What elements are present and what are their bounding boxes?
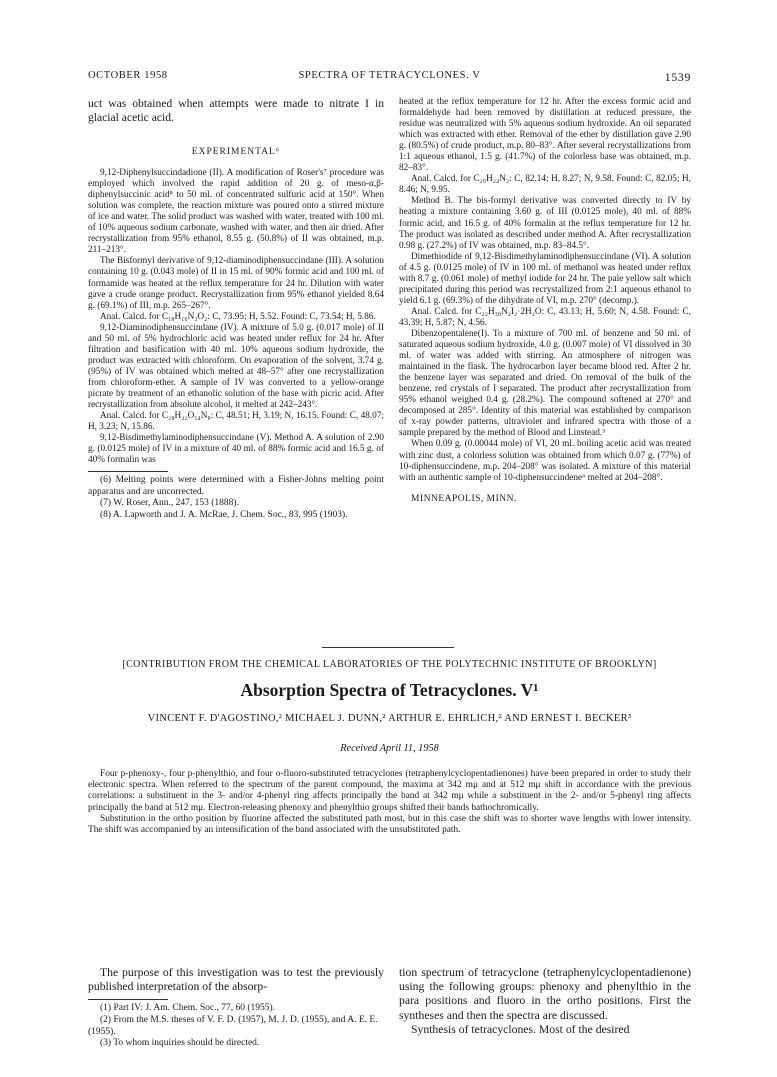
paragraph-reflux: heated at the reflux temperature for 12 hr. After the excess formic acid and formaldehyde had been removed by distillation at reduced pressure, the residue was neutralized with 5% aqueous sodium hydroxide. An oil separated which was extracted with ether. Removal of the ether by distillation gave 2.90 g. (80.5%) of crude product, m.p. 80–83°. After several recrystallizations from 1:1 aqueous ethanol, 1.5 g. (41.7%) of the colorless base was obtained, m.p. 82–83°. xyxy=(399,97,691,174)
intro-text: The purpose of this investigation was to test the previously published interpretation of the absorp- xyxy=(88,966,384,994)
synthesis-heading-text: Synthesis of tetracyclones. Most of the desired xyxy=(411,1022,630,1036)
article-footnote-rule xyxy=(88,999,168,1000)
article-footnote-2: (2) From the M.S. theses of V. F. D. (1957), M. J. D. (1955), and A. E. E. (1955). xyxy=(88,1015,378,1037)
paragraph-anal-vi: Anal. Calcd. for C₂₂H₃₀N₂I₂·2H₂O: C, 43.13; H, 5.60; N, 4.58. Found: C, 43.39; H, 5.87; N, 4.56. xyxy=(399,306,691,328)
article-footnote-1: (1) Part IV: J. Am. Chem. Soc., 77, 60 (1955). xyxy=(100,1003,276,1014)
received-date: Received April 11, 1958 xyxy=(340,743,439,754)
abstract xyxy=(88,769,691,836)
article-title: Absorption Spectra of Tetracyclones. V¹ xyxy=(240,680,539,700)
abstract-paragraph-2: Substitution in the ortho position by fluorine affected the substituted path most, but in this case the shift was to shorter wave lengths with lower intensity. The shift was accompanied by an intensification of the band associated with the unsubstituted path. xyxy=(88,813,691,836)
article-right-column xyxy=(399,966,691,1037)
footnote-8: (8) A. Lapworth and J. A. McRae, J. Chem. Soc., 83, 995 (1903). xyxy=(100,509,348,520)
running-head xyxy=(88,70,691,84)
left-column xyxy=(88,97,384,521)
paragraph-zinc-dust: When 0.09 g. (0.00044 mole) of VI, 20 ml. boiling acetic acid was treated with zinc dust, a colorless solution was obtained from which 0.07 g. (77%) of 10-diphensuccindene, m.p. 204–208° was isolated. A mixture of this material with an authentic sample of 10-diphensuccindene⁶ melted at 204–208°. xyxy=(399,439,691,483)
page-number: 1539 xyxy=(664,70,691,84)
running-head-date: OCTOBER 1958 xyxy=(88,70,168,81)
footnote-6: (6) Melting points were determined with a Fisher-Johns melting point apparatus and are uncorrected. xyxy=(88,475,384,497)
right-column xyxy=(399,97,691,505)
footnote-rule xyxy=(88,471,168,472)
article-footnote-3: (3) To whom inquiries should be directed. xyxy=(100,1038,260,1049)
running-head-title: SPECTRA OF TETRACYCLONES. V xyxy=(298,70,481,81)
section-heading: EXPERIMENTAL⁶ xyxy=(191,147,281,157)
paragraph-anal-iii: Anal. Calcd. for C₁₈H₁₆N₂O₂: C, 73.95; H, 5.52. Found: C, 73.54; H, 5.86. xyxy=(100,311,376,322)
paragraph-anal-v: Anal. Calcd. for C₂₀H₂₄N₂: C, 82.14; H, 8.27; N, 9.58. Found: C, 82.05; H, 8.46; N, 9.95. xyxy=(399,174,691,196)
article-divider xyxy=(322,647,454,648)
abstract-paragraph-1: Four p-phenoxy-, four p-phenylthio, and four o-fluoro-substituted tetracyclones (tetraphenylcyclopentadienones) have been prepared in order to study their electronic spectra. When referred to the spectrum of the parent compound, the maxima at 342 mμ and at 512 mμ shift in accordance with the previous correlations: a substituent in the 3- and/or 4-phenyl ring affects principally the band at 342 mμ while a substituent in the 2- and/or 5-phenyl ring affects principally the band at 512 mμ. Electron-releasing phenoxy and phenylthio groups shifted their bands bathochromically. xyxy=(88,769,691,813)
article-footnotes xyxy=(88,1003,384,1049)
paragraph-bisformyl: The Bisformyl derivative of 9,12-diaminodiphensuccindane (III). A solution containing 10 g. (0.043 mole) of II in 15 ml. of 90% formic acid and 100 ml. of formamide was heated at the reflux temperature for 24 hr. Dilution with water gave a crude orange product. Recrystallization from 95% ethanol yielded 8.64 g. (69.1%) of III, m.p. 265–267°. xyxy=(88,256,384,311)
paragraph-dibenzopentalene: Dibenzopentalene(I). To a mixture of 700 ml. of benzene and 50 ml. of saturated aqueous sodium hydroxide, 4.0 g. (0.007 mole) of VI dissolved in 30 ml. of water was added with stirring. An atmosphere of nitrogen was maintained in the flask. The hydrocarbon layer became blood red. After 2 hr. the benzene layer was separated and dried. On removal of the bulk of the benzene, red crystals of I separated. The product after recrystallization from 95% ethanol weighed 0.4 g. (28.2%). The compound softened at 270° and decomposed at 285°. Identity of this material was established by comparison of x-ray powder patterns, ultraviolet and infrared spectra with those of a sample prepared by the method of Blood and Linstead.³ xyxy=(399,328,691,439)
paragraph-diphenylsuccindadione: 9,12-Diphenylsuccindadione (II). A modification of Roser's⁷ procedure was employed which involved the rapid addition of 20 g. of meso-α,β-diphenylsuccinic acid⁸ to 50 ml. of concentrated sulfuric acid at 150°. When solution was complete, the reaction mixture was poured onto a stirred mixture of ice and water. The solid product was washed with water, treated with 100 ml. of 10% aqueous sodium carbonate, washed with water, and then air dried. After recrystallization from 95% ethanol, 8.55 g. (50.8%) of II was obtained, m.p. 211–213°. xyxy=(88,168,384,256)
footnotes-left xyxy=(88,475,384,521)
paragraph-anal-picrate: Anal. Calcd. for C₂₈H₂₂O₁₄N₈: C, 48.51; H, 3.19; N, 16.15. Found: C, 48.07; H, 3.23; N, 15.86. xyxy=(88,411,384,433)
place-line: MINNEAPOLIS, MINN. xyxy=(411,493,517,504)
continuation-text: uct was obtained when attempts were made to nitrate I in glacial acetic acid. xyxy=(88,97,384,124)
paragraph-bisdimethylamino: 9,12-Bisdimethylaminodiphensuccindane (V). Method A. A solution of 2.90 g. (0.0125 mole) of IV in a mixture of 40 ml. of 88% formic acid and 16.5 g. of 40% formalin was xyxy=(88,433,384,466)
contribution-line: [CONTRIBUTION FROM THE CHEMICAL LABORATORIES OF THE POLYTECHNIC INSTITUTE OF BROOKLYN] xyxy=(122,659,657,670)
author-list: VINCENT F. D'AGOSTINO,² MICHAEL J. DUNN,² ARTHUR E. EHRLICH,² AND ERNEST I. BECKER³ xyxy=(147,713,632,724)
paragraph-diamino: 9,12-Diaminodiphensuccindane (IV). A mixture of 5.0 g. (0.017 mole) of II and 50 ml. of 5% hydrochloric acid was heated under reflux for 24 hr. After filtration and basification with 40 ml. 10% aqueous sodium hydroxide, the product was extracted with chloroform. On evaporation of the solvent, 3.74 g. (95%) of IV was obtained which melted at 48–57° after one recrystallization from chloroform-ether. A sample of IV was converted to a yellow-orange picrate by treatment of an ethanolic solution of the base with picric acid. After recrystallization from absolute alcohol, it melted at 242–243°. xyxy=(88,322,384,411)
paragraph-dimethiodide: Dimethiodide of 9,12-Bisdimethylaminodiphensuccindane (VI). A solution of 4.5 g. (0.0125 mole) of IV in 100 ml. of methanol was heated under reflux with 8.7 g. (0.061 mole) of methyl iodide for 24 hr. The pale yellow salt which precipitated during this period was recrystallized from 2:1 aqueous ethanol to yield 6.1 g. (69.3%) of the dihydrate of VI, m.p. 270° (decomp.). xyxy=(399,251,691,306)
intro-continuation: tion spectrum of tetracyclone (tetraphenylcyclopentadienone) using the following groups: phenoxy and phenylthio in the para positions and fluoro in the ortho positions. First the syntheses and then the spectra are discussed. xyxy=(399,966,691,1022)
paragraph-method-b: Method B. The bis-formyl derivative was converted directly to IV by heating a mixture containing 3.60 g. of III (0.0125 mole), 40 ml. of 88% formic acid, and 16.5 g. of 40% formalin at the reflux temperature for 12 hr. The product was isolated as described under method A. After recrystallization 0.98 g. (27.2%) of IV was obtained, m.p. 83–84.5°. xyxy=(399,196,691,251)
footnote-7: (7) W. Roser, Ann., 247, 153 (1888). xyxy=(100,498,239,509)
article-left-column xyxy=(88,966,384,1050)
